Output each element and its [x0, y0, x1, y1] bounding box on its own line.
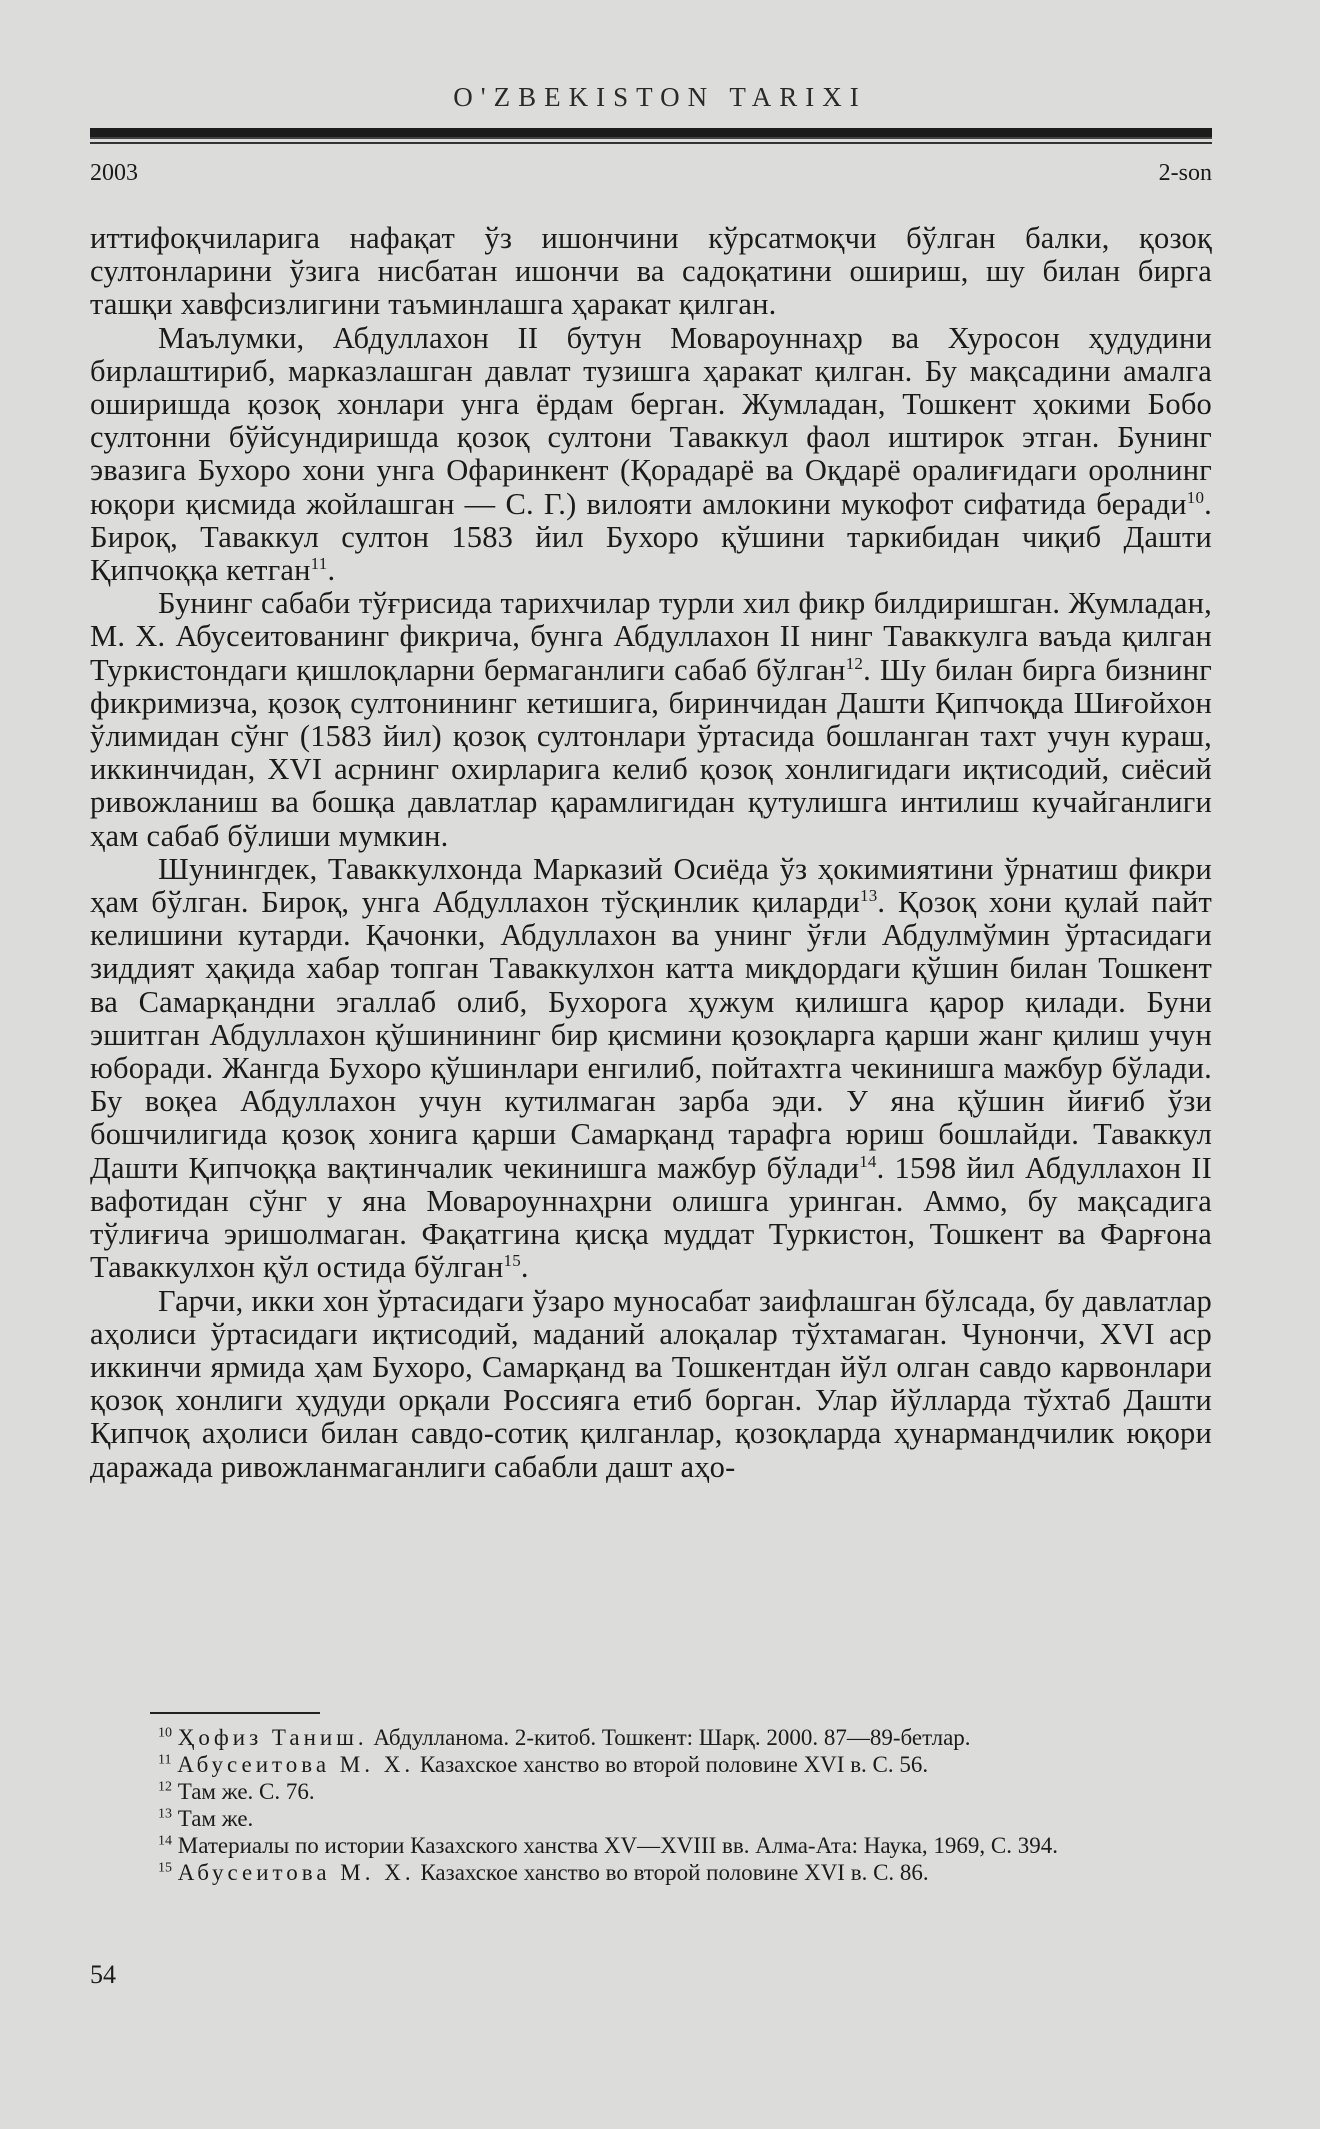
- footnote-rule: [150, 1712, 320, 1714]
- paragraph-3: Бунинг сабаби тўғрисида тарихчилар турли хил фикр билдиришган. Жумладан, М. Х. Абусеитованинг фикрича, бунга Абдуллахон II нинг Таваккулга ваъда қилган Туркистондаги қишлоқларни бермаганлиги сабаб бўлган$^{12}$. Шу билан бирга бизнинг фикримизча, қозоқ султонининг кетишига, биринчидан Дашти Қипчоқда Шиғойхон ўлимидан сўнг (1583 йил) қозоқ султонлари ўртасида бошланган тахт учун кураш, иккинчидан, XVI асрнинг охирларига келиб қозоқ хонлигидаги иқтисодий, сиёсий ривожланиш ва бошқа давлатлар қарамлигидан қутулишга интилиш кучайганлиги ҳам сабаб бўлиши мумкин.: [90, 586, 1212, 853]
- footnote-13: $^{13}$ Там же.: [158, 1806, 254, 1831]
- footnote-11: $^{11}$ Абусеитова М. Х. Казахское ханство во второй половине XVI в. С. 56.: [158, 1752, 929, 1777]
- paragraph-4: Шунингдек, Таваккулхонда Марказий Осиёда ўз ҳокимиятини ўрнатиш фикри ҳам бўлган. Бироқ, унга Абдуллахон тўсқинлик қиларди$^{13}$. Қозоқ хони қулай пайт келишини кутарди. Қачонки, Абдуллахон ва унинг ўғли Абдулмўмин ўртасидаги зиддият ҳақида хабар топган Таваккулхон катта миқдордаги қўшин билан Тошкент ва Самарқандни эгаллаб олиб, Бухорога ҳужум қилишга қарор қилади. Буни эшитган Абдуллахон қўшинининг бир қисмини қозоқларга қарши жанг қилиш учун юборади. Жангда Бухоро қўшинлари енгилиб, пойтахтга чекинишга мажбур бўлади. Бу воқеа Абдуллахон учун кутилмаган зарба эди. У яна қўшин йиғиб ўзи бошчилигида қозоқ хонига қарши Самарқанд тарафга юриш бошлайди. Таваккул Дашти Қипчоққа вақтинчалик чекинишга мажбур бўлади$^{14}$. 1598 йил Абдуллахон II вафотидан сўнг у яна Мовароуннаҳрни олишга уринган. Аммо, бу мақсадига тўлиғича эришолмаган. Фақатгина қисқа муддат Туркистон, Тошкент ва Фарғона Таваккулхон қўл остида бўлган$^{15}$.: [90, 851, 1213, 1285]
- header-rule: [90, 128, 1212, 139]
- paragraph-2: Маълумки, Абдуллахон II бутун Мовароуннаҳр ва Хуросон ҳудудини бирлаштириб, марказлашган давлат тузишга ҳаракат қилган. Бу мақсадини амалга оширишда қозоқ хонлари унга ёрдам берган. Жумладан, Тошкент ҳокими Бобо султонни бўйсундиришда қозоқ султони Таваккул фаол иштирок этган. Бунинг эвазига Бухоро хони унга Офаринкент (Қорадарё ва Оқдарё оралиғидаги оролнинг юқори қисмида жойлашган — С. Г.) вилояти амлокини мукофот сифатида беради$^{10}$. Бироқ, Таваккул султон 1583 йил Бухоро қўшини таркибидан чиқиб Дашти Қипчоққа кетган$^{11}$.: [90, 320, 1212, 588]
- footnote-ref[interactable]: 12: [845, 653, 864, 673]
- issue-number: 2-son: [1158, 160, 1212, 186]
- footnote-ref[interactable]: 13: [860, 885, 878, 905]
- footnotes: [90, 1724, 1212, 1886]
- page-number: 54: [90, 1960, 116, 1989]
- footnote-ref[interactable]: 11: [310, 553, 328, 573]
- footnote-15: $^{15}$ Абусеитова М. Х. Казахское ханство во второй половине XVI в. С. 86.: [158, 1860, 929, 1885]
- footnote-10: $^{10}$ Ҳофиз Таниш. Абдулланома. 2-китоб. Тошкент: Шарқ. 2000. 87—89-бетлар.: [158, 1725, 971, 1750]
- footnote-ref[interactable]: 14: [859, 1151, 877, 1171]
- footnote-ref[interactable]: 15: [503, 1251, 521, 1271]
- footnote-14: $^{14}$ Материалы по истории Казахского ханства XV—XVIII вв. Алма-Ата: Наука, 1969, С. 394.: [158, 1833, 1059, 1858]
- paragraph-5: Гарчи, икки хон ўртасидаги ўзаро муносабат заифлашган бўлсада, бу давлатлар аҳолиси ўртасидаги иқтисодий, маданий алоқалар тўхтамаган. Чунончи, XVI аср иккинчи ярмида ҳам Бухоро, Самарқанд ва Тошкентдан йўл олган савдо карвонлари қозоқ хонлиги ҳудуди орқали Россияга етиб борган. Улар йўлларда тўхтаб Дашти Қипчоқ аҳолиси билан савдо-сотиқ қилганлар, қозоқларда ҳунармандчилик юқори даражада ривожланмаганлиги сабабли дашт аҳо-: [90, 1283, 1212, 1484]
- paragraph-1: иттифоқчиларига нафақат ўз ишончини кўрсатмоқчи бўлган балки, қозоқ султонларини ўзига нисбатан ишончи ва садоқатини ошириш, шу билан бирга ташқи хавфсизлигини таъминлашга ҳаракат қилган.: [90, 221, 1212, 322]
- footnote-12: $^{12}$ Там же. С. 76.: [158, 1779, 315, 1804]
- issue-year: 2003: [90, 160, 138, 186]
- journal-title: O'ZBEKISTON TARIXI: [453, 82, 867, 112]
- footnote-ref[interactable]: 10: [1186, 487, 1205, 507]
- article-body: [90, 222, 1212, 1484]
- header-rule-thin: [90, 142, 1212, 144]
